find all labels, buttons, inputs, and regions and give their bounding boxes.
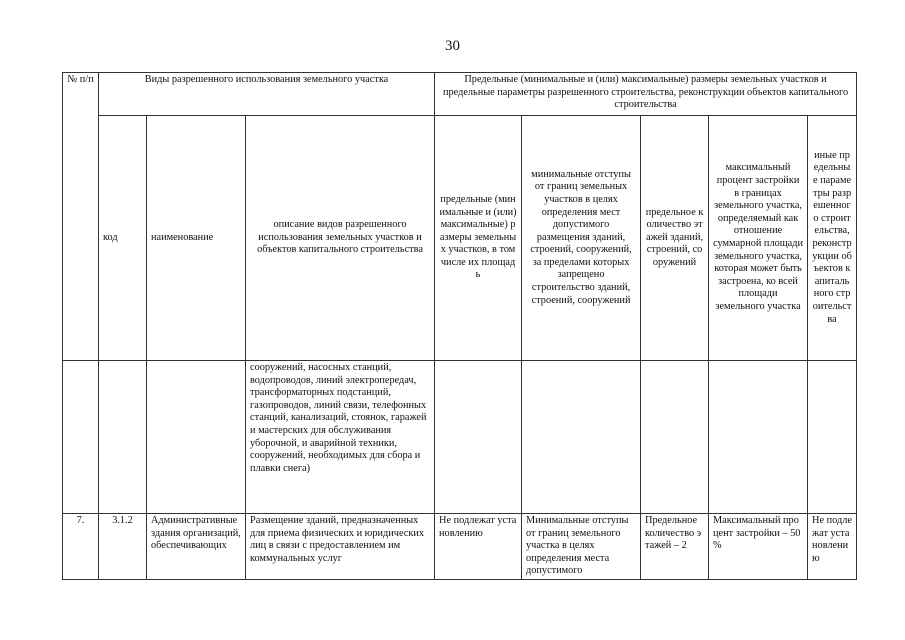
cell-plot-size: [435, 361, 522, 514]
cell-floors: [641, 361, 709, 514]
cell-other: [808, 361, 857, 514]
header-types-group: Виды разрешенного использования земельного участка: [99, 73, 435, 116]
header-name: наименование: [147, 116, 246, 361]
page-number: 30: [445, 38, 460, 54]
cell-description: сооружений, насосных станций, водопроводов, линий электропередач, трансформаторных подстанций, газопроводов, линий связи, телефонных станций, канализаций, стоянок, гаражей и мастерских для обслуживания уборочной, и аварийной техники, сооружений, необходимых для сбора и плавки снега): [246, 361, 435, 514]
cell-coverage: Максимальный процент застройки – 50 %: [709, 514, 808, 580]
cell-code: 3.1.2: [99, 514, 147, 580]
cell-setbacks: Минимальные отступы от границ земельного участка в целях определения места допустимого: [522, 514, 641, 580]
cell-code: [99, 361, 147, 514]
header-other: иные предельные параметры разрешенного строительства, реконструкции объектов капитального строительства: [808, 116, 857, 361]
header-code: код: [99, 116, 147, 361]
cell-description: Размещение зданий, предназначенных для приема физических и юридических лиц в связи с предоставлением им коммунальных услуг: [246, 514, 435, 580]
header-num: № п/п: [63, 73, 99, 361]
cell-plot-size: Не подлежат установлению: [435, 514, 522, 580]
header-description: описание видов разрешенного использования земельных участков и объектов капитального строительства: [246, 116, 435, 361]
table-row: [63, 514, 857, 580]
header-row-2: [63, 116, 857, 361]
cell-other: Не подлежат установлению: [808, 514, 857, 580]
cell-num: [63, 361, 99, 514]
cell-coverage: [709, 361, 808, 514]
header-plot-size: предельные (минимальные и (или) максимальные) размеры земельных участков, в том числе их площадь: [435, 116, 522, 361]
cell-floors: Предельное количество этажей – 2: [641, 514, 709, 580]
table-row: [63, 361, 857, 514]
header-floors: предельное количество этажей зданий, строений, сооружений: [641, 116, 709, 361]
header-params-group: Предельные (минимальные и (или) максимальные) размеры земельных участков и предельные параметры разрешенного строительства, реконструкции объектов капитального строительства: [435, 73, 857, 116]
cell-name: Административные здания организаций, обеспечивающих: [147, 514, 246, 580]
header-setbacks: минимальные отступы от границ земельных участков в целях определения мест допустимого размещения зданий, строений, сооружений, за пределами которых запрещено строительство зданий, строений, сооружений: [522, 116, 641, 361]
cell-name: [147, 361, 246, 514]
cell-setbacks: [522, 361, 641, 514]
cell-num: 7.: [63, 514, 99, 580]
header-coverage: максимальный процент застройки в границах земельного участка, определяемый как отношение суммарной площади земельного участка, которая может быть застроена, ко всей площади земельного участка: [709, 116, 808, 361]
header-row-1: [63, 73, 857, 116]
land-use-table: [62, 72, 857, 580]
